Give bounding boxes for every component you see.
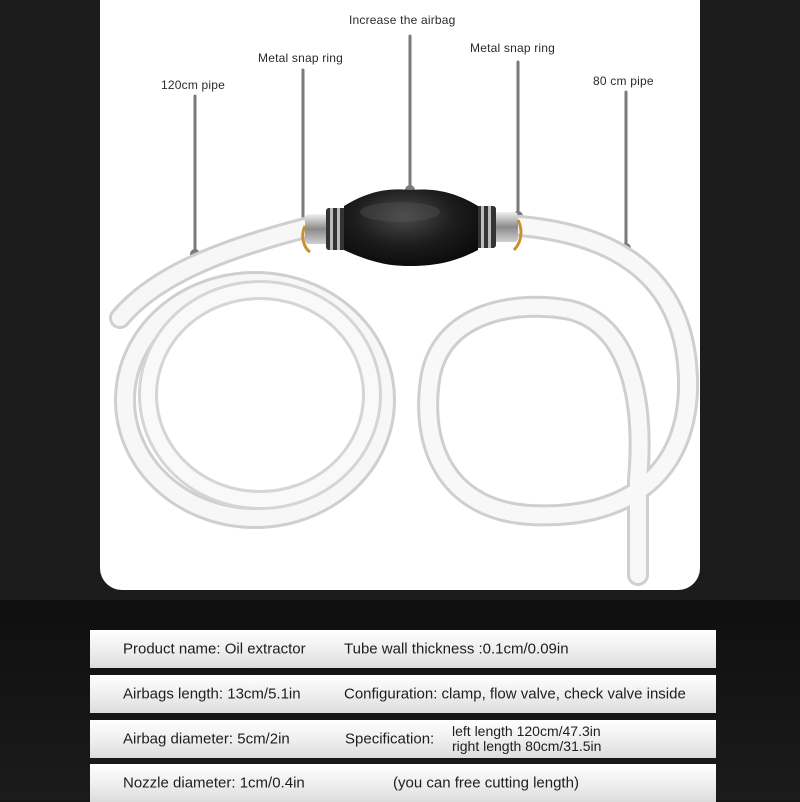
airbag-callout: Increase the airbag	[349, 13, 456, 27]
airbag-diameter: Airbag diameter: 5cm/2in	[123, 730, 290, 748]
product-name: Product name: Oil extractor	[123, 640, 306, 658]
airbag-length: Airbags length: 13cm/5.1in	[123, 685, 301, 703]
wall-thickness: Tube wall thickness :0.1cm/0.09in	[344, 640, 569, 658]
left-pipe	[120, 228, 385, 518]
pipe-right-callout: 80 cm pipe	[593, 74, 654, 88]
pipe-left-callout: 120cm pipe	[161, 78, 226, 92]
specification-label: Specification:	[345, 730, 435, 748]
spec-row-product	[90, 630, 716, 668]
left-length: left length 120cm/47.3in	[452, 723, 601, 739]
airbag-bulb	[344, 189, 478, 266]
cutting-note: (you can free cutting length)	[393, 774, 579, 792]
product-photo-panel	[100, 0, 700, 590]
right-pipe	[428, 226, 688, 575]
right-connector	[476, 206, 521, 250]
right-length: right length 80cm/31.5in	[452, 738, 602, 754]
nozzle-diameter: Nozzle diameter: 1cm/0.4in	[123, 774, 305, 792]
specification-values	[452, 724, 601, 754]
configuration: Configuration: clamp, flow valve, check valve inside	[344, 685, 686, 703]
left-connector	[303, 208, 346, 252]
spec-row-nozzle	[90, 764, 716, 802]
ring-left-callout: Metal snap ring	[258, 51, 344, 65]
spec-row-airbag-length	[90, 675, 716, 713]
spec-row-airbag-diameter	[90, 720, 716, 758]
ring-right-callout: Metal snap ring	[470, 41, 556, 55]
